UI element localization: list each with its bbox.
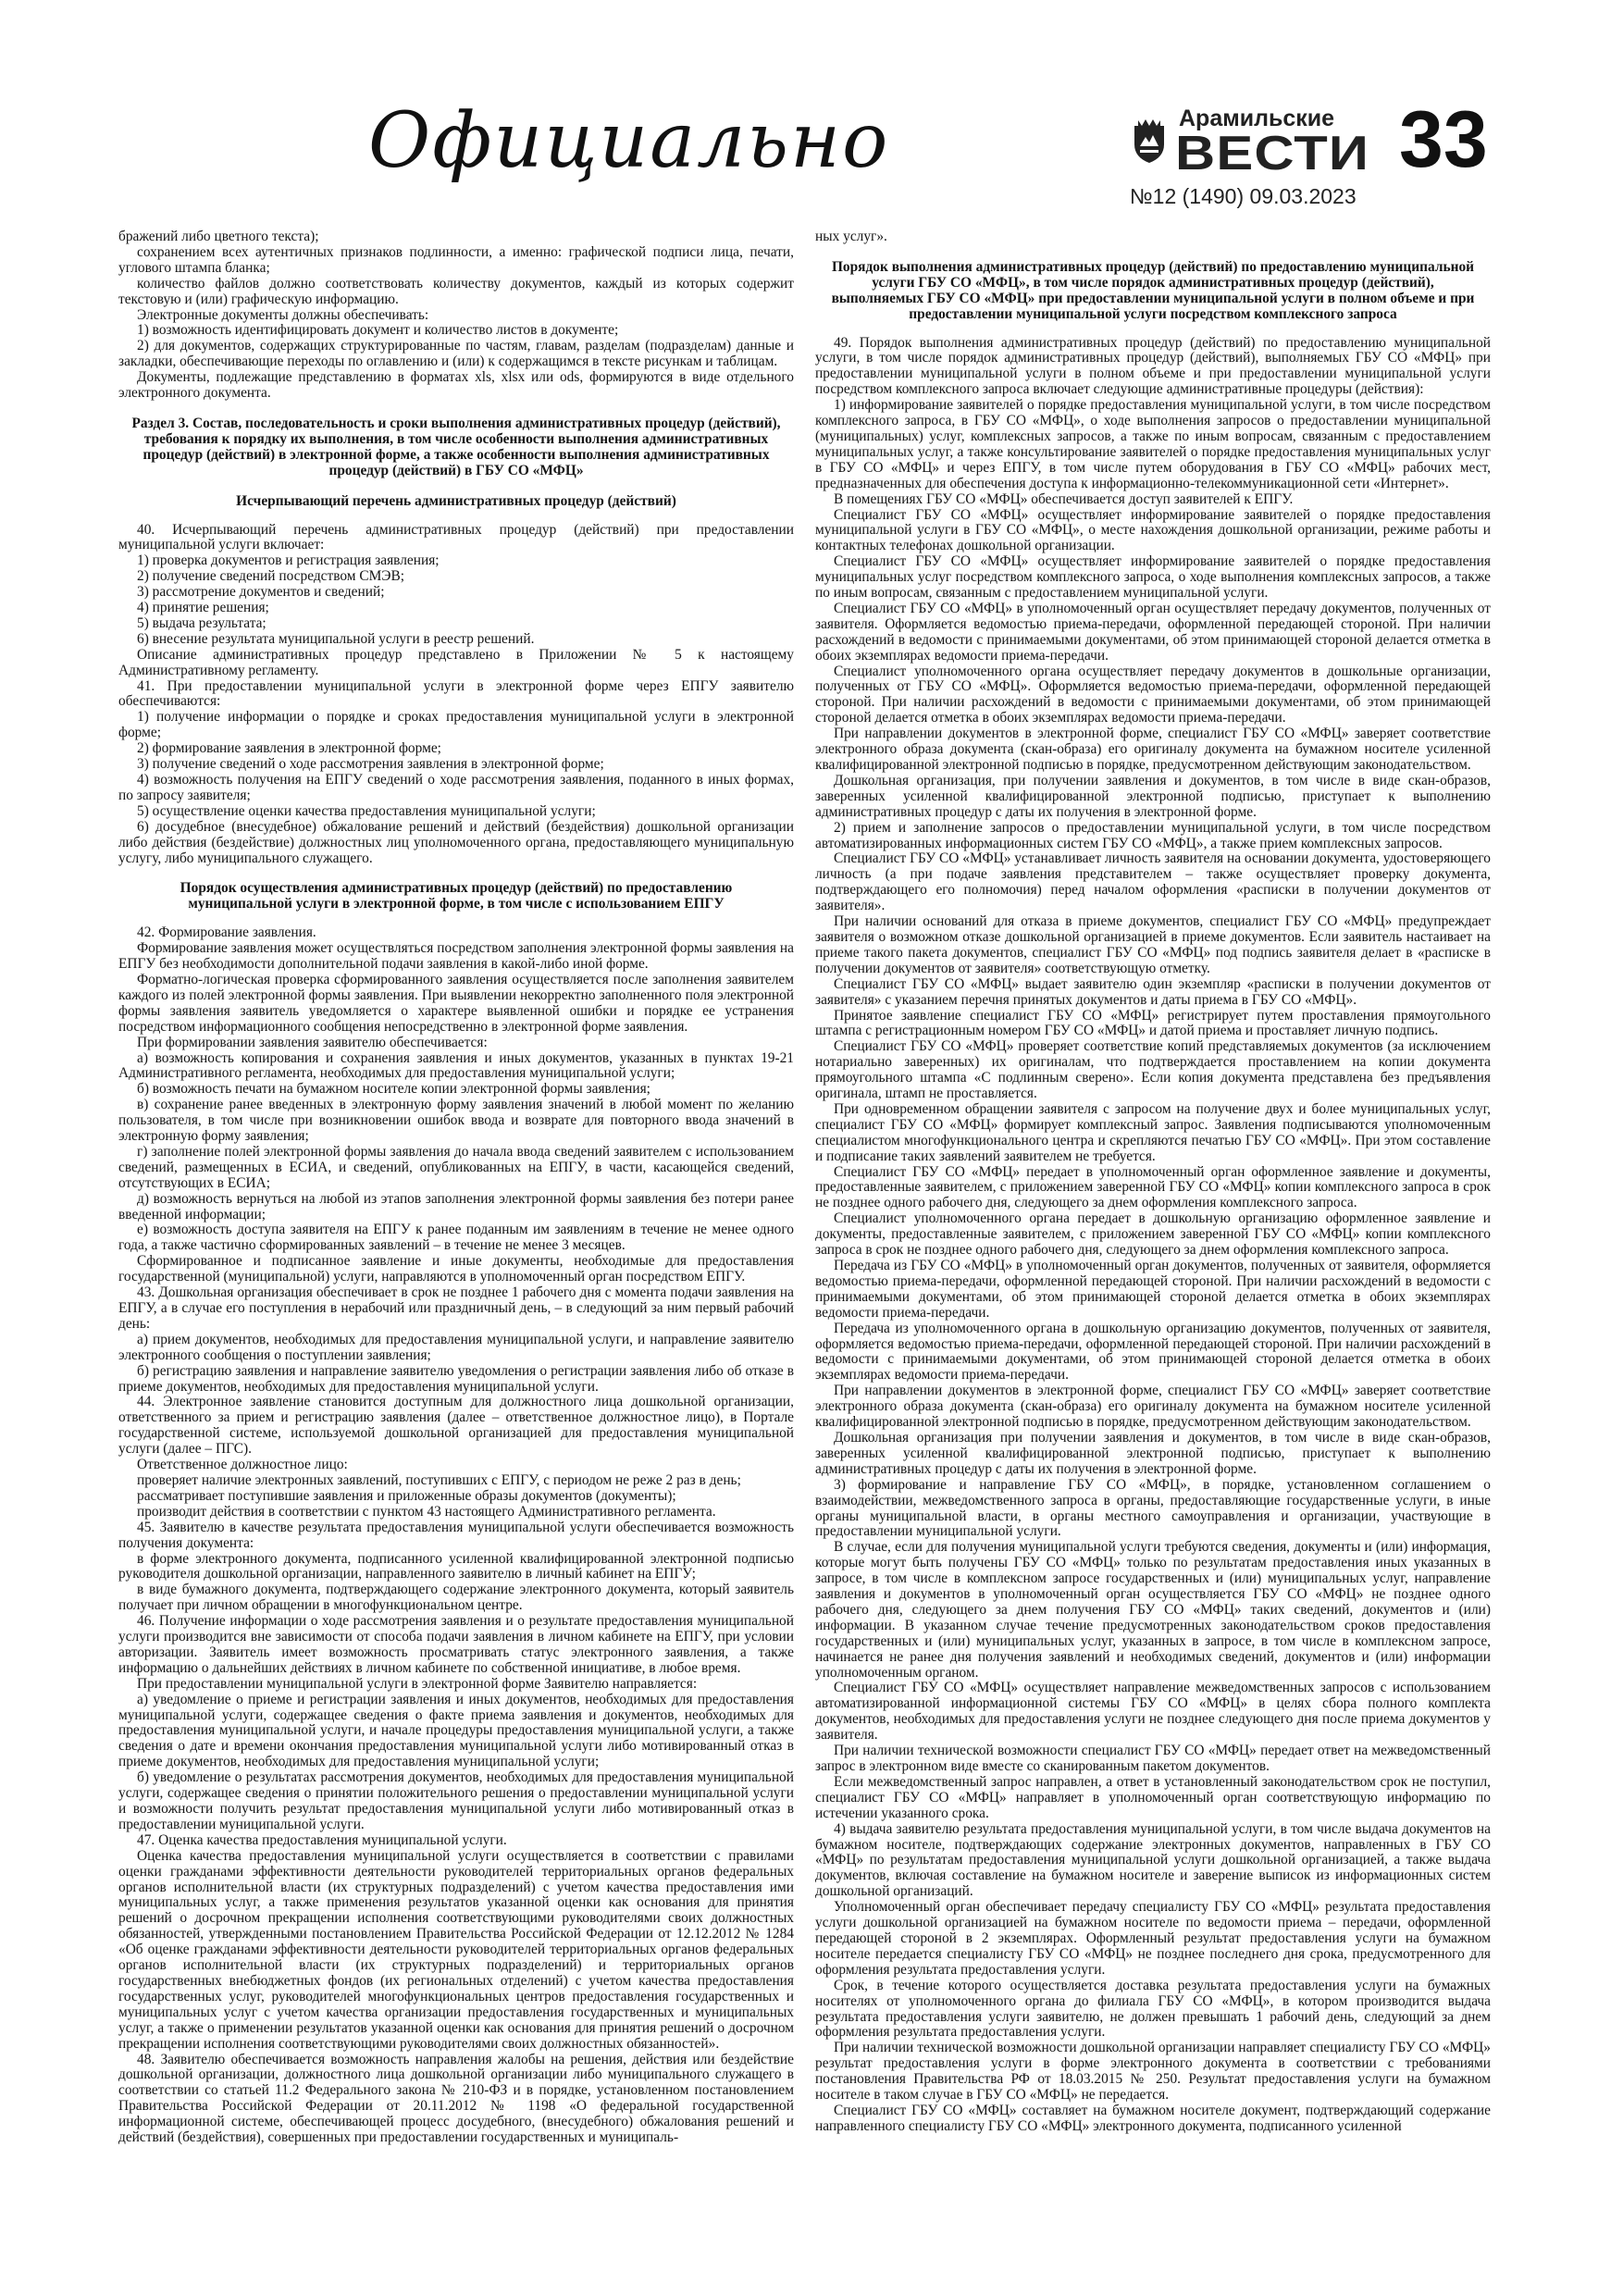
paragraph: При формировании заявления заявителю обеспечивается: xyxy=(137,1034,488,1050)
paragraph: Специалист ГБУ СО «МФЦ» в уполномоченный орган осуществляет передачу документов, полученных от заявителя. Оформляется ведомостью приема-передачи, оформленной передающей стороной. При наличии расхождений в ведомости с принимаемыми документами, об этом принимающей стороной делается отметка в обоих экземплярах ведомости приема-передачи. xyxy=(815,600,1491,664)
paragraph: 5) выдача результата; xyxy=(137,614,266,631)
issue-info: №12 (1490) 09.03.2023 xyxy=(1130,184,1357,208)
paragraph: Электронные документы должны обеспечивать: xyxy=(137,306,429,323)
paragraph: В помещениях ГБУ СО «МФЦ» обеспечивается доступ заявителей к ЕПГУ. xyxy=(834,490,1294,507)
paragraph: а) возможность копирования и сохранения заявления и иных документов, указанных в пунктах 19-21 Административного регламента, необходимых для предоставления муниципальной услуги; xyxy=(118,1049,794,1082)
paragraph: Дошкольная организация, при получении заявления и документов, в том числе в виде скан-образов, заверенных усиленной квалифицированной электронной подписью, приступает к выполнению административных процедур с даты их получения в электронной форме. xyxy=(815,772,1491,820)
paragraph: В случае, если для получения муниципальной услуги требуются сведения, документы и (или) информация, которые могут быть получены ГБУ СО «МФЦ» только по результатам предоставления иных указанных в запросе, в том числе в комплексном запросе государственных и (или) муниципальных услуг, направление заявления и документов в уполномоченный орган осуществляется ГБУ СО «МФЦ» не позднее одного рабочего дня, следующего за днем получения ГБУ СО «МФЦ» таких сведений, документов и (или) информации. В указанном случае течение предусмотренных законодательством сроков предоставления государственных и (или) муниципальных услуг, указанных в запросе, в том числе в комплексном запросе, начинается не ранее дня получения заявлений и необходимых сведений, документов и (или) информации уполномоченным органом. xyxy=(815,1539,1491,1681)
paragraph: 46. Получение информации о ходе рассмотрения заявления и о результате предоставления муниципальной услуги производится вне зависимости от способа подачи заявления в личном кабинете на ЕПГУ, при условии авторизации. Заявитель имеет возможность просматривать статус электронного заявления, а также информацию о дальнейших действиях в личном кабинете по собственной инициативе, в любое время. xyxy=(118,1613,794,1676)
section-heading: Порядок осуществления административных процедур (действий) по предоставлению муниципальной услуги в электронной форме, в том числе с использованием ЕПГУ xyxy=(180,880,733,912)
paragraph: Передача из уполномоченного органа в дошкольную организацию документов, полученных от заявителя, оформляется ведомостью приема-передачи, оформленной передающей стороной. При наличии расхождений в ведомости с принимаемыми документами, об этом принимающей стороной делается отметка в обоих экземплярах ведомости приема-передачи. xyxy=(815,1320,1491,1384)
paragraph: 1) информирование заявителей о порядке предоставления муниципальной услуги, в том числе посредством комплексного запроса, в ГБУ СО «МФЦ», о ходе выполнения запросов о предоставлении муниципальной (муниципальных) услуг, комплексных запросов, а также по иным вопросам, связанным с предоставлением муниципальных услуг, а также консультирование заявителей о порядке предоставления муниципальных услуг в ГБУ СО «МФЦ» и через ЕПГУ, в том числе путем оборудования в ГБУ СО «МФЦ» рабочих мест, предназначенных для обеспечения доступа к информационно-телекоммуникационной сети «Интернет». xyxy=(815,397,1491,491)
logo-top-text: Арамильские xyxy=(1179,105,1335,131)
section-heading: Раздел 3. Состав, последовательность и сроки выполнения административных процедур (действий), требования к порядку их выполнения, в том числе особенности выполнения административных процедур (действий) в электронной форме, а также особенности выполнения административных процедур (действий) в ГБУ СО «МФЦ» xyxy=(131,415,781,478)
paragraph: г) заполнение полей электронной формы заявления до начала ввода сведений заявителем с использованием сведений, размещенных в ЕСИА, и сведений, опубликованных на ЕПГУ, в части, касающейся сведений, отсутствующих в ЕСИА; xyxy=(118,1143,794,1191)
paragraph: 41. При предоставлении муниципальной услуги в электронной форме через ЕПГУ заявителю обеспечиваются: xyxy=(118,677,794,710)
page-number: 33 xyxy=(1399,95,1488,184)
newspaper-logo xyxy=(1131,100,1370,180)
paragraph: Специалист ГБУ СО «МФЦ» осуществляет информирование заявителей о порядке предоставления муниципальной услуги в ГБУ СО «МФЦ», о месте нахождения дошкольной организации, режиме работы и контактных телефонах дошкольной организации. xyxy=(815,506,1491,554)
paragraph: Специалист ГБУ СО «МФЦ» проверяет соответствие копий представляемых документов (за исключением нотариально заверенных) их оригиналам, что подтверждается проставлением на копии документа прямоугольного штампа «С подлинным сверено». Если копия документа представлена без предъявления оригинала, штамп не проставляется. xyxy=(815,1038,1491,1102)
paragraph: 4) принятие решения; xyxy=(137,600,269,616)
paragraph: 1) получение информации о порядке и сроках предоставления муниципальной услуги в электронной форме; xyxy=(118,709,794,741)
coat-of-arms-icon xyxy=(1131,117,1168,165)
paragraph: 1) возможность идентифицировать документ и количество листов в документе; xyxy=(137,322,619,339)
paragraph: При одновременном обращении заявителя с запросом на получение двух и более муниципальных услуг, специалист ГБУ СО «МФЦ» формирует комплексный запрос. Заявления подписываются уполномоченным специалистом многофункционального центра и скрепляются печатью ГБУ СО «МФЦ». При этом составление и подписание таких заявлений заявителем не требуется. xyxy=(815,1100,1491,1164)
paragraph: 5) осуществление оценки качества предоставления муниципальной услуги; xyxy=(137,802,596,819)
paragraph: 43. Дошкольная организация обеспечивает в срок не позднее 1 рабочего дня с момента подачи заявления на ЕПГУ, а в случае его поступления в нерабочий или праздничный день, – в следующий за ним первый рабочий день: xyxy=(118,1285,794,1332)
paragraph: 6) досудебное (внесудебное) обжалование решений и действий (бездействия) дошкольной организации либо действия (бездействие) должностных лиц уполномоченного органа, предоставляющего муниципальную услугу, либо муниципального служащего. xyxy=(118,818,794,866)
paragraph: количество файлов должно соответствовать количеству документов, каждый из которых содержит текстовую и (или) графическую информацию. xyxy=(118,275,794,307)
paragraph: б) уведомление о результатах рассмотрения документов, необходимых для предоставления муниципальной услуги, содержащее сведения о принятии положительного решения о предоставлении муниципальной услуги и возможности получить результат предоставления муниципальной услуги либо мотивированный отказ в предоставлении муниципальной услуги. xyxy=(118,1769,794,1832)
paragraph: 47. Оценка качества предоставления муниципальной услуги. xyxy=(137,1831,507,1848)
paragraph: При наличии технической возможности специалист ГБУ СО «МФЦ» передает ответ на межведомственный запрос в электронном виде вместе со сканированным пакетом документов. xyxy=(815,1743,1491,1774)
paragraph: Срок, в течение которого осуществляется доставка результата предоставления услуги на бумажных носителях от уполномоченного органа до филиала ГБУ СО «МФЦ», в котором производится выдача результата предоставления услуги заявителю, не должен превышать 1 рабочий день, следующий за днем оформления результата предоставления услуги. xyxy=(815,1977,1491,2041)
paragraph: Специалист ГБУ СО «МФЦ» осуществляет информирование заявителей о порядке предоставления муниципальных услуг посредством комплексного запроса, о ходе выполнения комплексных запросов, а также по иным вопросам, связанным с предоставлением муниципальной услуги. xyxy=(815,553,1491,602)
paragraph: Специалист ГБУ СО «МФЦ» составляет на бумажном носителе документ, подтверждающий содержание направленного специалисту ГБУ СО «МФЦ» электронного документа, подписанного усиленной xyxy=(815,2102,1491,2134)
paragraph: 49. Порядок выполнения административных процедур (действий) по предоставлению муниципальной услуги, в том числе порядок административных процедур (действий), выполняемых ГБУ СО «МФЦ» при предоставлении муниципальной услуги в полном объеме и при предоставлении муниципальной услуги посредством комплексного запроса включает следующие административные процедуры (действия): xyxy=(815,334,1491,398)
paragraph: 2) для документов, содержащих структурированные по частям, главам, разделам (подразделам) данные и закладки, обеспечивающие переходы по оглавлению и (или) к содержащимся в тексте рисункам и таблицам. xyxy=(118,338,794,370)
paragraph: проверяет наличие электронных заявлений, поступивших с ЕПГУ, с периодом не реже 2 раз в день; xyxy=(137,1471,741,1488)
paragraph: Специалист ГБУ СО «МФЦ» выдает заявителю один экземпляр «расписки в получении документов от заявителя» с указанием перечня принятых документов и даты приема в ГБУ СО «МФЦ». xyxy=(815,975,1491,1008)
section-heading: Порядок выполнения административных процедур (действий) по предоставлению муниципальной услуги ГБУ СО «МФЦ», в том числе порядок административных процедур (действий), выполняемых ГБУ СО «МФЦ» при предоставлении муниципальной услуги в полном объеме и при предоставлении муниципальной услуги посредством комплексного запроса xyxy=(831,258,1475,322)
paragraph: При направлении документов в электронной форме, специалист ГБУ СО «МФЦ» заверяет соответствие электронного образа документа (скан-образа) его оригиналу документа на бумажном носителе усиленной квалифицированной электронной подписью в порядке, предусмотренном действующим законодательством. xyxy=(815,1383,1491,1431)
paragraph: б) возможность печати на бумажном носителе копии электронной формы заявления; xyxy=(137,1081,650,1098)
paragraph: Документы, подлежащие представлению в форматах xls, xlsx или ods, формируются в виде отдельного электронного документа. xyxy=(118,369,794,402)
paragraph: 48. Заявителю обеспечивается возможность направления жалобы на решения, действия или бездействие дошкольной организации, должностного лица дошкольной организации либо муниципального служащего в соответствии со статьей 11.2 Федерального закона № 210-ФЗ и в порядке, установленном постановлением Правительства Российской Федерации от 20.11.2012 № 1198 «О федеральной государственной информационной системе, обеспечивающей процесс досудебного, (внесудебного) обжалования решений и действий (бездействия), совершенных при предоставлении государственных и муниципаль- xyxy=(118,2051,794,2146)
paragraph: в форме электронного документа, подписанного усиленной квалифицированной электронной подписью руководителя дошкольной организации, направленного заявителю в личный кабинет на ЕПГУ; xyxy=(118,1550,794,1582)
paragraph: Специалист ГБУ СО «МФЦ» устанавливает личность заявителя на основании документа, удостоверяющего личность (а при подаче заявления представителем – также осуществляет проверку документа, подтверждающего его полномочия) перед началом оформления «расписки в получении документов от заявителя». xyxy=(815,850,1491,914)
paragraph: При наличии технической возможности дошкольной организации направляет специалисту ГБУ СО «МФЦ» результат предоставления услуги в форме электронного документа в соответствии с требованиями постановления Правительства РФ от 18.03.2015 № 250. Результат предоставления услуги на бумажном носителе в таком случае в ГБУ СО «МФЦ» не передается. xyxy=(815,2040,1491,2104)
paragraph: Описание административных процедур представлено в Приложении № 5 к настоящему Административному регламенту. xyxy=(118,646,794,678)
paragraph: а) уведомление о приеме и регистрации заявления и иных документов, необходимых для предоставления муниципальной услуги, содержащее сведения о факте приема заявления и документов, необходимых для предоставления муниципальной услуги, и начале процедуры предоставления муниципальной услуги, а также сведения о дате и времени окончания предоставления муниципальной услуги либо мотивированный отказ в приеме документов, необходимых для предоставления муниципальной услуги; xyxy=(118,1691,794,1770)
paragraph: Специалист уполномоченного органа передает в дошкольную организацию оформленное заявление и документы, предоставленные заявителем, с приложением заверенной ГБУ СО «МФЦ» копии комплексного запроса в срок не позднее одного рабочего дня, следующего за днем оформления комплексного запроса. xyxy=(815,1210,1491,1259)
right-column xyxy=(815,230,1491,2265)
paragraph: д) возможность вернуться на любой из этапов заполнения электронной формы заявления без потери ранее введенной информации; xyxy=(118,1190,794,1222)
paragraph: ных услуг». xyxy=(815,230,887,244)
paragraph: рассматривает поступившие заявления и приложенные образы документов (документы); xyxy=(137,1487,676,1504)
paragraph: е) возможность доступа заявителя на ЕПГУ к ранее поданным им заявлениям в течение не менее одного года, а также частично сформированных заявлений – в течение не менее 3 месяцев. xyxy=(118,1222,794,1254)
paragraph: производит действия в соответствии с пунктом 43 настоящего Административного регламента. xyxy=(137,1503,716,1520)
paragraph: 44. Электронное заявление становится доступным для должностного лица дошкольной организации, ответственного за прием и регистрацию заявления (далее – ответственное должностное лицо), в Портале государственной системе, используемой дошкольной организацией для предоставления муниципальной услуги (далее – ПГС). xyxy=(118,1394,794,1458)
paragraph: Формирование заявления может осуществляться посредством заполнения электронной формы заявления на ЕПГУ без необходимости дополнительной подачи заявления в какой-либо иной форме. xyxy=(118,940,794,973)
paragraph: в виде бумажного документа, подтверждающего содержание электронного документа, который заявитель получает при личном обращении в многофункциональном центре. xyxy=(118,1582,794,1614)
paragraph: 1) проверка документов и регистрация заявления; xyxy=(137,552,440,569)
paragraph: сохранением всех аутентичных признаков подлинности, а именно: графической подписи лица, печати, углового штампа бланка; xyxy=(118,243,794,276)
paragraph: 4) выдача заявителю результата предоставления муниципальной услуги, в том числе выдача документов на бумажном носителе, подтверждающих содержание электронных документов, направленных в ГБУ СО «МФЦ» по результатам предоставления муниципальной услуги дошкольной организацией, а также выдача документов, включая составление на бумажном носителе и заверение выписок из информационных систем дошкольной организаций. xyxy=(815,1820,1491,1900)
paragraph: При наличии оснований для отказа в приеме документов, специалист ГБУ СО «МФЦ» предупреждает заявителя о возможном отказе дошкольной организацией в приеме документов. Если заявитель настаивает на приеме такого пакета документов, специалист ГБУ СО «МФЦ» под подпись заявителя делает в «расписке в получении документов от заявителя» соответствующую отметку. xyxy=(815,913,1491,976)
paragraph: 6) внесение результата муниципальной услуги в реестр решений. xyxy=(137,630,535,647)
paragraph: 2) формирование заявления в электронной форме; xyxy=(137,740,441,757)
paragraph: Если межведомственный запрос направлен, а ответ в установленный законодательством срок не поступил, специалист ГБУ СО «МФЦ» направляет в уполномоченный орган соответствующую информацию по истечении указанного срока. xyxy=(815,1773,1491,1821)
paragraph: 4) возможность получения на ЕПГУ сведений о ходе рассмотрения заявления, поданного в иных формах, по запросу заявителя; xyxy=(118,772,794,803)
paragraph: При направлении документов в электронной форме, специалист ГБУ СО «МФЦ» заверяет соответствие электронного образа документа (скан-образа) его оригиналу документа на бумажном носителе усиленной квалифицированной электронной подписью в порядке, предусмотренном действующим законодательством. xyxy=(815,726,1491,773)
paragraph: 45. Заявителю в качестве результата предоставления муниципальной услуги обеспечивается возможность получения документа: xyxy=(118,1519,794,1551)
paragraph: в) сохранение ранее введенных в электронную форму заявления значений в любой момент по желанию пользователя, в том числе при возникновении ошибок ввода и возврате для повторного ввода значений в электронную форму заявления; xyxy=(118,1097,794,1145)
paragraph: 42. Формирование заявления. xyxy=(137,925,316,941)
logo-main-text: ВЕСТИ xyxy=(1175,127,1370,180)
paragraph: Передача из ГБУ СО «МФЦ» в уполномоченный орган документов, полученных от заявителя, оформляется ведомостью приема-передачи, оформленной передающей стороной. При наличии расхождений в ведомости с принимаемыми документами, об этом принимающей стороной делается отметка в обоих экземплярах ведомости приема-передачи. xyxy=(815,1258,1491,1321)
paragraph: 40. Исчерпывающий перечень административных процедур (действий) при предоставлении муниципальной услуги включает: xyxy=(118,521,794,553)
paragraph: а) прием документов, необходимых для предоставления муниципальной услуги, и направление заявителю электронного сообщения о поступлении заявления; xyxy=(118,1331,794,1363)
section-heading: Исчерпывающий перечень административных процедур (действий) xyxy=(236,492,676,509)
paragraph: 2) получение сведений посредством СМЭВ; xyxy=(137,568,405,585)
paragraph: Специалист ГБУ СО «МФЦ» передает в уполномоченный орган оформленное заявление и документы, предоставленные заявителем, с приложением заверенной ГБУ СО «МФЦ» копии комплексного запроса в срок не позднее одного рабочего дня, следующего за днем оформления комплексного запроса. xyxy=(815,1163,1491,1211)
paragraph: Оценка качества предоставления муниципальной услуги осуществляется в соответствии с правилами оценки гражданами эффективности деятельности руководителей территориальных органов федеральных органов исполнительной власти (их структурных подразделений) с учетом качества предоставления ими муниципальных услуг, а также применения результатов указанной оценки как основания для принятия решений о досрочном прекращении исполнения соответствующими руководителями своих должностных обязанностей, утвержденными постановлением Правительства Российской Федерации от 12.12.2012 № 1284 «Об оценке гражданами эффективности деятельности руководителей территориальных органов федеральных органов исполнительной власти (их структурных подразделений) и территориальных органов государственных внебюджетных фондов (их региональных отделений) с учетом качества предоставления государственных услуг, руководителей многофункциональных центров предоставления государственных и муниципальных услуг с учетом качества организации предоставления государственных и муниципальных услуг, а также о применении результатов указанной оценки как основания для принятия решений о досрочном прекращении исполнения соответствующими руководителями своих должностных обязанностей». xyxy=(118,1847,794,2052)
paragraph: 3) формирование и направление ГБУ СО «МФЦ», в порядке, установленном соглашением о взаимодействии, межведомственного запроса в органы, предоставляющие государственные услуги, в иные органы муниципальной власти, в органы местного самоуправления и организации, участвующие в предоставлении муниципальной услуги. xyxy=(815,1476,1491,1540)
paragraph: 2) прием и заполнение запросов о предоставлении муниципальной услуги, в том числе посредством автоматизированных информационных систем ГБУ СО «МФЦ», а также прием комплексных запросов. xyxy=(815,819,1491,851)
left-column xyxy=(118,230,794,2265)
paragraph: 3) получение сведений о ходе рассмотрения заявления в электронной форме; xyxy=(137,756,604,773)
paragraph: Уполномоченный орган обеспечивает передачу специалисту ГБУ СО «МФЦ» результата предоставления услуги дошкольной организацией на бумажном носителе по ведомости приема – передачи, оформленной передающей стороной в 2 экземплярах. Оформленный результат предоставления услуги на бумажном носителе передается специалисту ГБУ СО «МФЦ» не позднее последнего дня срока, предусмотренного для оформления результата предоставления услуги. xyxy=(815,1899,1491,1978)
paragraph: Специалист ГБУ СО «МФЦ» осуществляет направление межведомственных запросов с использованием автоматизированной информационной системы ГБУ СО «МФЦ» в целях сбора полного комплекта документов, необходимых для предоставления услуги не позднее следующего дня после приема документов у заявителя. xyxy=(815,1680,1491,1744)
paragraph: Принятое заявление специалист ГБУ СО «МФЦ» регистрирует путем проставления прямоугольного штампа с регистрационным номером ГБУ СО «МФЦ» и датой приема и проставляет личную подпись. xyxy=(815,1007,1491,1039)
paragraph: Форматно-логическая проверка сформированного заявления осуществляется после заполнения заявителем каждого из полей электронной формы заявления. При выявлении некорректно заполненного поля электронной формы заявления заявитель уведомляется о характере выявленной ошибки и порядке ее устранения посредством информационного сообщения непосредственно в электронной форме заявления. xyxy=(118,971,794,1035)
section-title: Официально xyxy=(368,97,890,185)
paragraph: 3) рассмотрение документов и сведений; xyxy=(137,584,385,601)
paragraph: Ответственное должностное лицо: xyxy=(137,1457,348,1473)
paragraph: бражений либо цветного текста); xyxy=(118,230,319,244)
paragraph: Сформированное и подписанное заявление и иные документы, необходимые для предоставления государственной (муниципальной) услуги, направляются в уполномоченный орган посредством ЕПГУ. xyxy=(118,1253,794,1285)
paragraph: Дошкольная организация при получении заявления и документов, в том числе в виде скан-образов, заверенных усиленной квалифицированной электронной подписью, приступает к выполнению административных процедур с даты их получения в электронной форме. xyxy=(815,1429,1491,1477)
paragraph: б) регистрацию заявления и направление заявителю уведомления о регистрации заявления либо об отказе в приеме документов, необходимых для предоставления муниципальной услуги. xyxy=(118,1362,794,1395)
paragraph: Специалист уполномоченного органа осуществляет передачу документов в дошкольные организации, полученных от ГБУ СО «МФЦ». Оформляется ведомостью приема-передачи, оформленной передающей стороной. При наличии расхождений в ведомости с принимаемыми документами, об этом принимающей стороной делается отметка в обоих экземплярах ведомости приема-передачи. xyxy=(815,663,1491,726)
paragraph: При предоставлении муниципальной услуги в электронной форме Заявителю направляется: xyxy=(137,1675,698,1692)
